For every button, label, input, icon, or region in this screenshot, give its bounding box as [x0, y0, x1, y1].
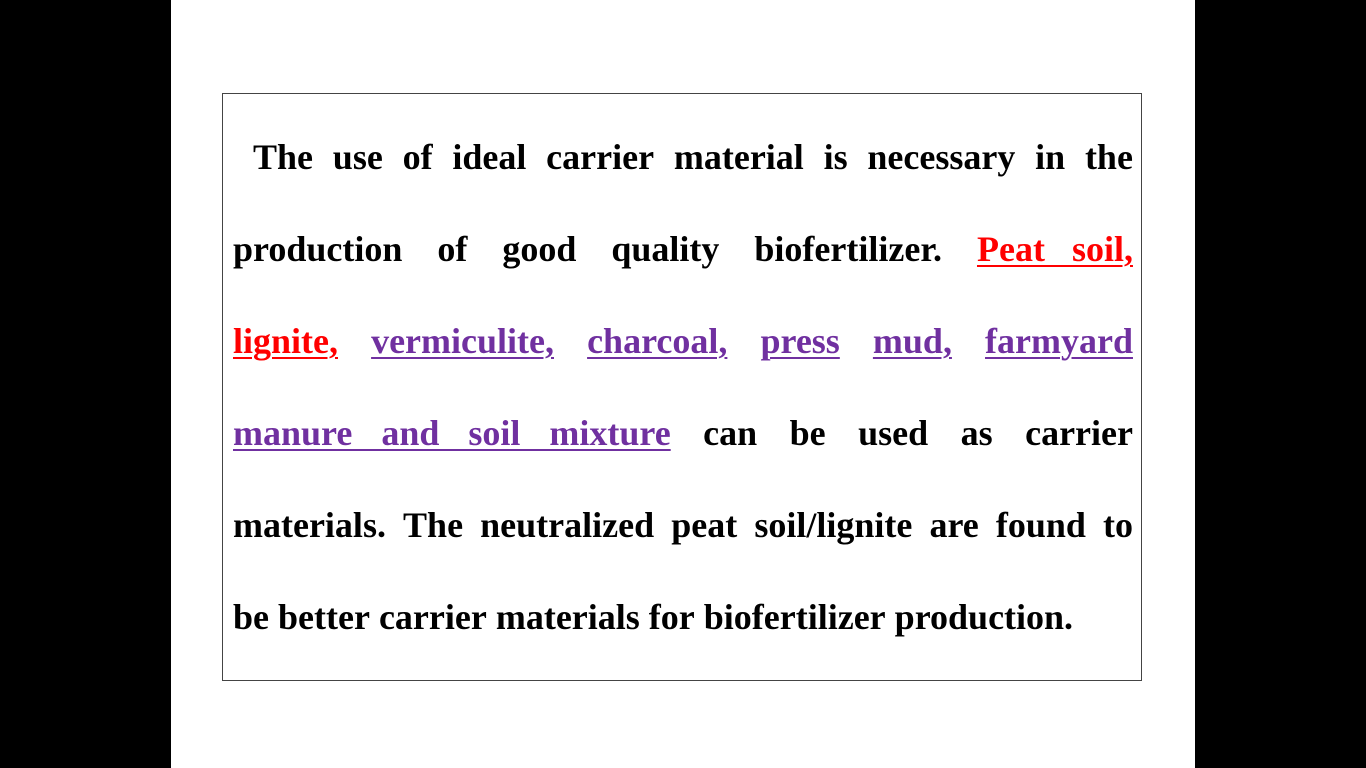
word: The: [253, 137, 314, 177]
slide: [171, 0, 1195, 768]
word: of: [402, 137, 433, 177]
paragraph-line-5: [233, 500, 1133, 550]
text-box: [222, 93, 1142, 681]
word: material: [673, 137, 804, 177]
word: as: [960, 413, 993, 453]
word: necessary: [867, 137, 1016, 177]
word-highlight: charcoal,: [587, 321, 728, 361]
word: The: [403, 505, 464, 545]
highlight-peat-soil: Peat soil,: [976, 229, 1133, 269]
word: to: [1103, 505, 1133, 545]
highlight-lignite: lignite,: [233, 321, 338, 361]
word-highlight: vermiculite,: [371, 321, 554, 361]
word: better: [278, 597, 370, 637]
word: quality: [611, 229, 720, 269]
word: ideal: [452, 137, 527, 177]
word-highlight: press: [760, 321, 840, 361]
word: for: [648, 597, 695, 637]
word: be: [233, 597, 269, 637]
paragraph-line-2: [233, 224, 1133, 274]
word: carrier: [546, 137, 655, 177]
word: biofertilizer.: [754, 229, 942, 269]
word: use: [332, 137, 383, 177]
word: can: [703, 413, 758, 453]
paragraph-line-6: [233, 592, 1133, 642]
word: be: [789, 413, 826, 453]
word: in: [1035, 137, 1066, 177]
paragraph-line-1: [233, 132, 1133, 182]
word: production: [233, 229, 403, 269]
word: peat: [671, 505, 738, 545]
word: production.: [894, 597, 1074, 637]
word: found: [995, 505, 1086, 545]
word: used: [858, 413, 929, 453]
word: neutralized: [480, 505, 655, 545]
word: biofertilizer: [703, 597, 886, 637]
word-highlight: farmyard: [985, 321, 1133, 361]
word: materials: [495, 597, 640, 637]
word: are: [929, 505, 979, 545]
word: carrier: [378, 597, 487, 637]
word: of: [437, 229, 468, 269]
word: carrier: [1025, 413, 1133, 453]
word: soil/lignite: [754, 505, 913, 545]
highlight-manure-mixture: manure and soil mixture: [233, 413, 671, 453]
paragraph-line-3: [233, 316, 1133, 366]
paragraph-line-4: [233, 408, 1133, 458]
word: materials.: [233, 505, 386, 545]
word-highlight: mud,: [872, 321, 952, 361]
word: the: [1084, 137, 1133, 177]
word: is: [823, 137, 848, 177]
word: good: [502, 229, 577, 269]
